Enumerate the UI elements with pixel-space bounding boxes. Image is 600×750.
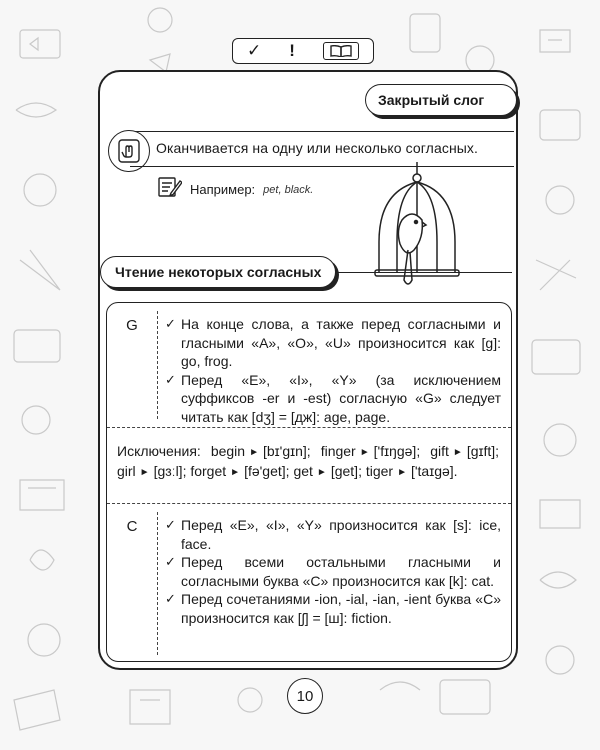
book-icon <box>323 42 359 60</box>
page-number-text: 10 <box>296 687 314 705</box>
exclamation-mark-icon: ! <box>289 41 295 60</box>
column-divider <box>157 512 158 655</box>
rule-row-c <box>107 503 511 663</box>
rule-item <box>165 516 501 553</box>
arrow-right-icon: ► <box>397 467 407 478</box>
example-row <box>158 176 313 203</box>
exception-word: finger <box>320 443 356 459</box>
exception-ipa: [fə'get] <box>244 463 286 479</box>
arrow-right-icon: ► <box>316 467 327 478</box>
rule-text: Перед всеми остальными гласными и согласными буква «C» произносится как [k]: cat. <box>181 554 501 589</box>
parrot-cage-illustration <box>372 160 462 290</box>
exception-ipa: [gɜːl] <box>153 463 183 479</box>
exception-word: girl <box>117 463 136 479</box>
check-icon: ✓ <box>165 316 176 331</box>
check-icon: ✓ <box>165 591 176 606</box>
rule-text: Перед сочетаниями -ion, -ial, -ian, -ient буква «C» произносится как [ʃ] = [ш]: fiction. <box>181 591 501 626</box>
closed-syllable-title: Закрытый слог <box>378 92 485 108</box>
page-number <box>287 678 323 714</box>
consonants-heading <box>100 256 336 288</box>
letter-c: C <box>126 518 138 535</box>
arrow-right-icon: ► <box>230 467 241 478</box>
section-marker <box>232 38 374 64</box>
exceptions-row <box>107 427 511 503</box>
arrow-right-icon: ► <box>249 447 259 458</box>
rule-item <box>165 371 501 427</box>
example-words: pet, black. <box>263 183 314 196</box>
exception-ipa: [get] <box>330 463 359 479</box>
rule-item <box>165 590 501 627</box>
arrow-right-icon: ► <box>139 467 150 478</box>
closed-syllable-heading <box>365 84 517 116</box>
example-label: Например: <box>190 182 256 197</box>
check-icon: ✓ <box>165 371 176 387</box>
check-icon: ✓ <box>165 554 176 569</box>
exception-word: get <box>293 463 313 479</box>
closed-syllable-definition: Оканчивается на одну или несколько согласных. <box>156 140 479 156</box>
rule-text: Перед «E», «I», «Y» произносится как [s]: ice, face. <box>181 517 501 552</box>
consonants-title: Чтение некоторых согласных <box>115 264 322 280</box>
exception-ipa: [bɪ'gɪn] <box>263 443 307 459</box>
rule-text: Перед «E», «I», «Y» (за исключением суффиксов -er и -est) согласную «G» следует читать как [dʒ] = [дж]: age, page. <box>181 371 501 425</box>
exceptions-text: Исключения: begin ► [bɪ'gɪn]; finger ► ['fɪŋgə]; gift ► [gɪft]; girl ► [gɜːl]; forget ► [fə'get]; get ► [get]; tiger ► ['taɪgə]. <box>117 442 499 482</box>
rule-text: На конце слова, а также перед согласными и гласными «A», «O», «U» произносится как [g]: go, frog. <box>181 316 501 369</box>
exception-ipa: ['taɪgə] <box>410 463 454 479</box>
exception-word: tiger <box>365 463 394 479</box>
exception-word: begin <box>210 443 246 459</box>
letter-g: G <box>126 317 138 334</box>
rule-row-g <box>107 303 511 427</box>
exceptions-label: Исключения: <box>117 443 201 459</box>
arrow-right-icon: ► <box>359 447 370 458</box>
rule-item <box>165 315 501 371</box>
exception-word: gift <box>430 443 449 459</box>
divider-line <box>130 131 514 132</box>
rules-table <box>106 302 512 662</box>
rule-item <box>165 553 501 590</box>
arrow-right-icon: ► <box>452 447 463 458</box>
exception-ipa: ['fɪŋgə] <box>373 443 417 459</box>
check-icon: ✓ <box>165 517 176 532</box>
column-divider <box>157 311 158 419</box>
pencil-note-icon <box>158 176 182 203</box>
exception-word: forget <box>190 463 227 479</box>
check-mark-icon: ✓ <box>247 41 262 60</box>
divider-line <box>336 272 512 273</box>
exception-ipa: [gɪft] <box>466 443 496 459</box>
